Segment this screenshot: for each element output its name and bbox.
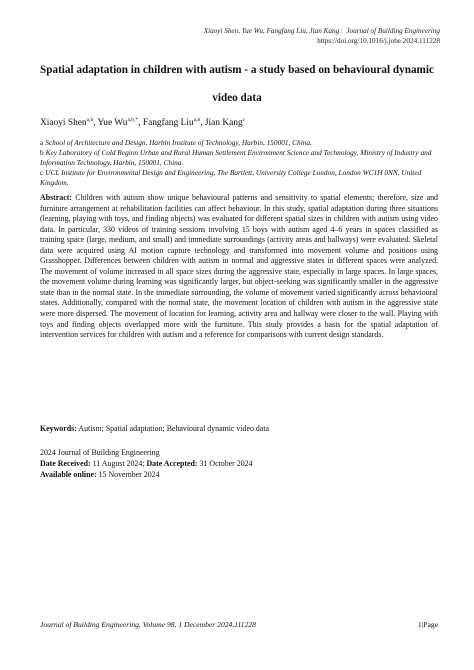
received-accepted-line [40, 458, 253, 469]
doi-link[interactable]: https://doi.org/10.1016/j.jobe.2024.111228 [317, 37, 440, 45]
keywords-label: Keywords: [40, 424, 77, 433]
affiliation-item [40, 138, 438, 148]
author-name: Jian Kang [204, 118, 243, 128]
keywords-section [40, 424, 438, 434]
affiliation-list [40, 138, 438, 188]
author-list [40, 117, 245, 128]
affiliation-text: Key Laboratory of Cold Region Urban and Rural Human Settlement Environment Science and Technology, Ministry of Industry and Information Technology, Harbin, 150001, China. [40, 148, 432, 167]
author-name: Fangfang Liu [142, 118, 194, 128]
received-label: Date Received: [40, 459, 91, 468]
running-head-text: Xiaoyi Shen, Yue Wu, Fangfang Liu, Jian Kang：Journal of Building Engineering [203, 27, 440, 35]
received-date: 11 August 2024; [92, 459, 145, 468]
author-name: Xiaoyi Shen [40, 118, 87, 128]
online-label: Available online: [40, 470, 97, 479]
keywords-text: Autism; Spatial adaptation; Behavioural dynamic video data [78, 424, 270, 433]
affiliation-text: UCL Institute for Environmental Design and Engineering, The Bartlett, University College London, London WC1H 0NN, United Kingdom. [40, 168, 422, 187]
author-affiliation-mark: a,b,* [127, 117, 139, 123]
author-affiliation-mark: a,b [86, 117, 94, 123]
affiliation-key: b [40, 148, 44, 157]
author-separator: , [138, 118, 143, 128]
author-name: Yue Wu [97, 118, 128, 128]
accepted-label: Date Accepted: [146, 459, 198, 468]
journal-year: 2024 Journal of Building Engineering [40, 448, 160, 457]
abstract-text: Children with autism show unique behavioural patterns and sensitivity to spatial elements; therefore, size and furniture arrangement at rehabilitation facilities can affect behaviour. In this study, spatial adaptation during three situations (learning, playing with toys, and finding objects) was evaluated for different spatial sizes in children with autism using video data. In particular, 330 videos of training sessions involving 15 boys with autism aged 4–6 years in spaces classified as training space (large, medium, and small) and immediate surroundings (activity areas and hallways) were evaluated. Skeletal data were acquired using AI motion capture technology and transformed into movement volume and positions using Grasshopper. Differences between children with autism in normal and aggressive states in different spaces were analyzed. The movement of volume increased in all space sizes during the aggressive state, especially in large spaces. In large spaces, the movement volume during learning was significantly larger, but object-seeking was significantly smaller in the aggressive state than in the normal state. In the immediate surrounding, the volume of movement varied significantly across behavioural states. Additionally, compared with the normal state, the movement location of children with autism in the aggressive state were more dispersed. The movement of location for learning, activity area and hallway were closer to the wall. Playing with toys and finding objects overlapped more with the furniture. This study provides a basis for the spatial adaptation of intervention services for children with autism and a reference for comparisons with current design standards. [40, 193, 438, 340]
author-affiliation-mark: a,b [193, 117, 201, 123]
online-line [40, 469, 253, 480]
author-affiliation-mark: c [242, 117, 246, 123]
page-number: 1|Page [417, 620, 438, 629]
accepted-date: 31 October 2024 [199, 459, 253, 468]
footer-citation: Journal of Building Engineering, Volume 98, 1 December 2024,111228 [40, 620, 256, 629]
affiliation-item [40, 148, 438, 168]
author-separator: , [200, 118, 205, 128]
author-separator: , [93, 118, 98, 128]
affiliation-key: a [40, 138, 44, 147]
publication-dates [40, 447, 253, 480]
paper-title: Spatial adaptation in children with autism - a study based on behavioural dynamic video data [40, 64, 434, 104]
affiliation-item [40, 168, 438, 188]
online-date: 15 November 2024 [98, 470, 160, 479]
running-header [204, 26, 440, 46]
affiliation-key: c [40, 168, 44, 177]
affiliation-text: School of Architecture and Design, Harbin Institute of Technology, Harbin, 150001, China. [45, 138, 312, 147]
abstract-section [40, 193, 438, 341]
abstract-label: Abstract: [40, 193, 72, 202]
